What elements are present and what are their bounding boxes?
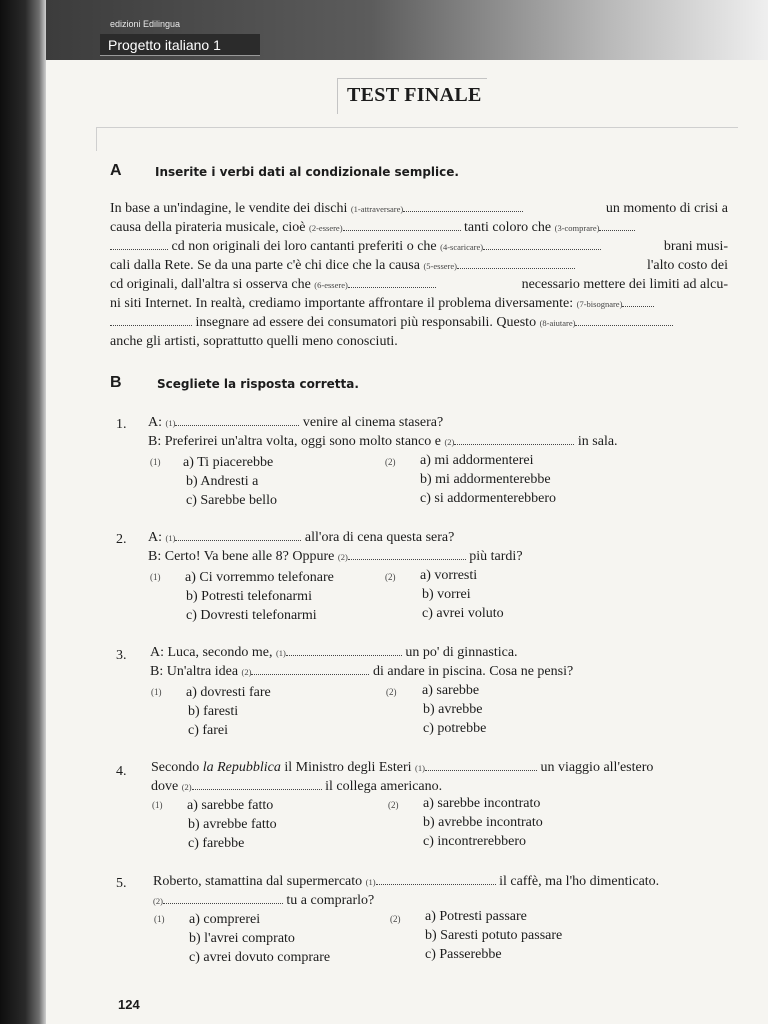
option-2a[interactable]: a) sarebbe <box>422 683 480 698</box>
question-4-line-1: Secondo la Repubblica il Ministro degli Esteri (1) un viaggio all'estero <box>151 760 654 775</box>
section-a-line-5: cd originali, dall'altra si osserva che (6-essere) necessario mettere dei limiti ad alcu- <box>110 277 728 292</box>
option-2c[interactable]: c) si addormenterebbero <box>420 491 557 506</box>
section-a-line-8: anche gli artisti, soprattutto quelli meno conosciuti. <box>110 334 398 349</box>
question-5-line-2: (2) tu a comprarlo? <box>153 893 375 908</box>
option-group-2-marker: (2) <box>390 914 401 924</box>
blank-field[interactable] <box>251 663 369 675</box>
question-4-line-2: dove (2) il collega americano. <box>151 779 443 794</box>
option-1b[interactable]: b) Potresti telefonarmi <box>186 589 312 604</box>
option-group-2-marker: (2) <box>386 687 397 697</box>
option-1c[interactable]: c) Sarebbe bello <box>186 493 277 508</box>
option-1a[interactable]: a) sarebbe fatto <box>187 798 274 813</box>
question-1-line-1: A: (1) venire al cinema stasera? <box>148 415 444 430</box>
option-1c[interactable]: c) Dovresti telefonarmi <box>186 608 317 623</box>
option-1b[interactable]: b) faresti <box>188 704 239 719</box>
option-2c[interactable]: c) potrebbe <box>423 721 487 736</box>
blank-field[interactable] <box>376 873 496 885</box>
option-group-1-marker: (1) <box>150 572 161 582</box>
blank-field[interactable] <box>175 529 301 541</box>
section-a-line-7: insegnare ad essere dei consumatori più responsabili. Questo (8-aiutare) <box>110 313 728 333</box>
section-frame-top <box>96 127 738 128</box>
option-2a[interactable]: a) vorresti <box>420 568 478 583</box>
question-3-line-1: A: Luca, secondo me, (1) un po' di ginnastica. <box>150 645 518 660</box>
blank-field[interactable] <box>348 548 466 560</box>
section-frame-left <box>96 127 97 151</box>
option-1c[interactable]: c) avrei dovuto comprare <box>189 950 331 965</box>
page-title: TEST FINALE <box>347 84 482 106</box>
blank-field[interactable] <box>599 219 635 231</box>
option-1b[interactable]: b) Andresti a <box>186 474 259 489</box>
question-1-line-2: B: Preferirei un'altra volta, oggi sono molto stanco e (2) in sala. <box>148 434 618 449</box>
series-title: Progetto italiano 1 <box>108 37 221 53</box>
blank-field[interactable] <box>286 644 402 656</box>
question-3-line-2: B: Un'altra idea (2) di andare in piscina. Cosa ne pensi? <box>150 664 574 679</box>
option-2c[interactable]: c) incontrerebbero <box>423 834 526 849</box>
option-1a[interactable]: a) dovresti fare <box>186 685 271 700</box>
option-1a[interactable]: a) comprerei <box>189 912 261 927</box>
question-2-line-1: A: (1) all'ora di cena questa sera? <box>148 530 455 545</box>
option-2b[interactable]: b) Saresti potuto passare <box>425 928 563 943</box>
option-1b[interactable]: b) avrebbe fatto <box>188 817 277 832</box>
blank-field[interactable] <box>110 314 192 326</box>
page-number: 124 <box>118 997 140 1012</box>
section-a-line-4: cali dalla Rete. Se da una parte c'è chi dice che la causa (5-essere) l'alto costo dei <box>110 258 728 273</box>
option-2a[interactable]: a) Potresti passare <box>425 909 527 924</box>
option-1a[interactable]: a) Ci vorremmo telefonare <box>185 570 334 585</box>
option-1c[interactable]: c) farei <box>188 723 229 738</box>
question-1-number: 1. <box>116 417 127 432</box>
publisher-label: edizioni Edilingua <box>110 19 181 29</box>
option-2a[interactable]: a) sarebbe incontrato <box>423 796 541 811</box>
question-4-number: 4. <box>116 764 127 779</box>
blank-field[interactable] <box>425 759 537 771</box>
section-a-letter: A <box>110 162 122 179</box>
blank-field[interactable] <box>175 414 299 426</box>
option-2b[interactable]: b) mi addormenterebbe <box>420 472 551 487</box>
section-b-letter: B <box>110 374 122 391</box>
option-group-2-marker: (2) <box>385 457 396 467</box>
series-title-bar <box>100 34 260 56</box>
option-2c[interactable]: c) Passerebbe <box>425 947 502 962</box>
blank-field[interactable] <box>454 433 574 445</box>
question-5-number: 5. <box>116 876 127 891</box>
book-spine-shadow <box>0 0 46 1024</box>
option-1b[interactable]: b) l'avrei comprato <box>189 931 295 946</box>
question-2-number: 2. <box>116 532 127 547</box>
blank-field[interactable] <box>575 314 673 326</box>
blank-field[interactable] <box>110 238 168 250</box>
option-1a[interactable]: a) Ti piacerebbe <box>183 455 274 470</box>
blank-field[interactable] <box>483 238 601 250</box>
option-group-2-marker: (2) <box>388 800 399 810</box>
question-2-line-2: B: Certo! Va bene alle 8? Oppure (2) più tardi? <box>148 549 523 564</box>
option-2b[interactable]: b) avrebbe <box>423 702 483 717</box>
section-b-instruction: Scegliete la risposta corretta. <box>157 377 359 391</box>
option-group-1-marker: (1) <box>151 687 162 697</box>
question-3-number: 3. <box>116 648 127 663</box>
option-2b[interactable]: b) vorrei <box>422 587 471 602</box>
option-1c[interactable]: c) farebbe <box>188 836 245 851</box>
option-2c[interactable]: c) avrei voluto <box>422 606 504 621</box>
blank-field[interactable] <box>192 778 322 790</box>
blank-field[interactable] <box>348 276 436 288</box>
option-group-1-marker: (1) <box>152 800 163 810</box>
section-a-instruction: Inserite i verbi dati al condizionale semplice. <box>155 165 459 179</box>
section-a-line-3: cd non originali dei loro cantanti preferiti o che (4-scaricare) brani musi- <box>110 237 728 257</box>
blank-field[interactable] <box>403 200 523 212</box>
option-group-1-marker: (1) <box>150 457 161 467</box>
section-a-line-1: In base a un'indagine, le vendite dei dischi (1-attraversare) un momento di crisi a <box>110 201 728 216</box>
blank-field[interactable] <box>343 219 461 231</box>
section-a-line-6: ni siti Internet. In realtà, crediamo importante affrontare il problema diversamente: (7-bisognare) <box>110 294 728 314</box>
option-2b[interactable]: b) avrebbe incontrato <box>423 815 543 830</box>
question-5-line-1: Roberto, stamattina dal supermercato (1) il caffè, ma l'ho dimenticato. <box>153 874 660 889</box>
option-2a[interactable]: a) mi addormenterei <box>420 453 534 468</box>
option-group-2-marker: (2) <box>385 572 396 582</box>
section-a-line-2: causa della pirateria musicale, cioè (2-essere) tanti coloro che (3-comprare) <box>110 218 728 238</box>
blank-field[interactable] <box>163 892 283 904</box>
option-group-1-marker: (1) <box>154 914 165 924</box>
blank-field[interactable] <box>622 295 654 307</box>
blank-field[interactable] <box>457 257 575 269</box>
